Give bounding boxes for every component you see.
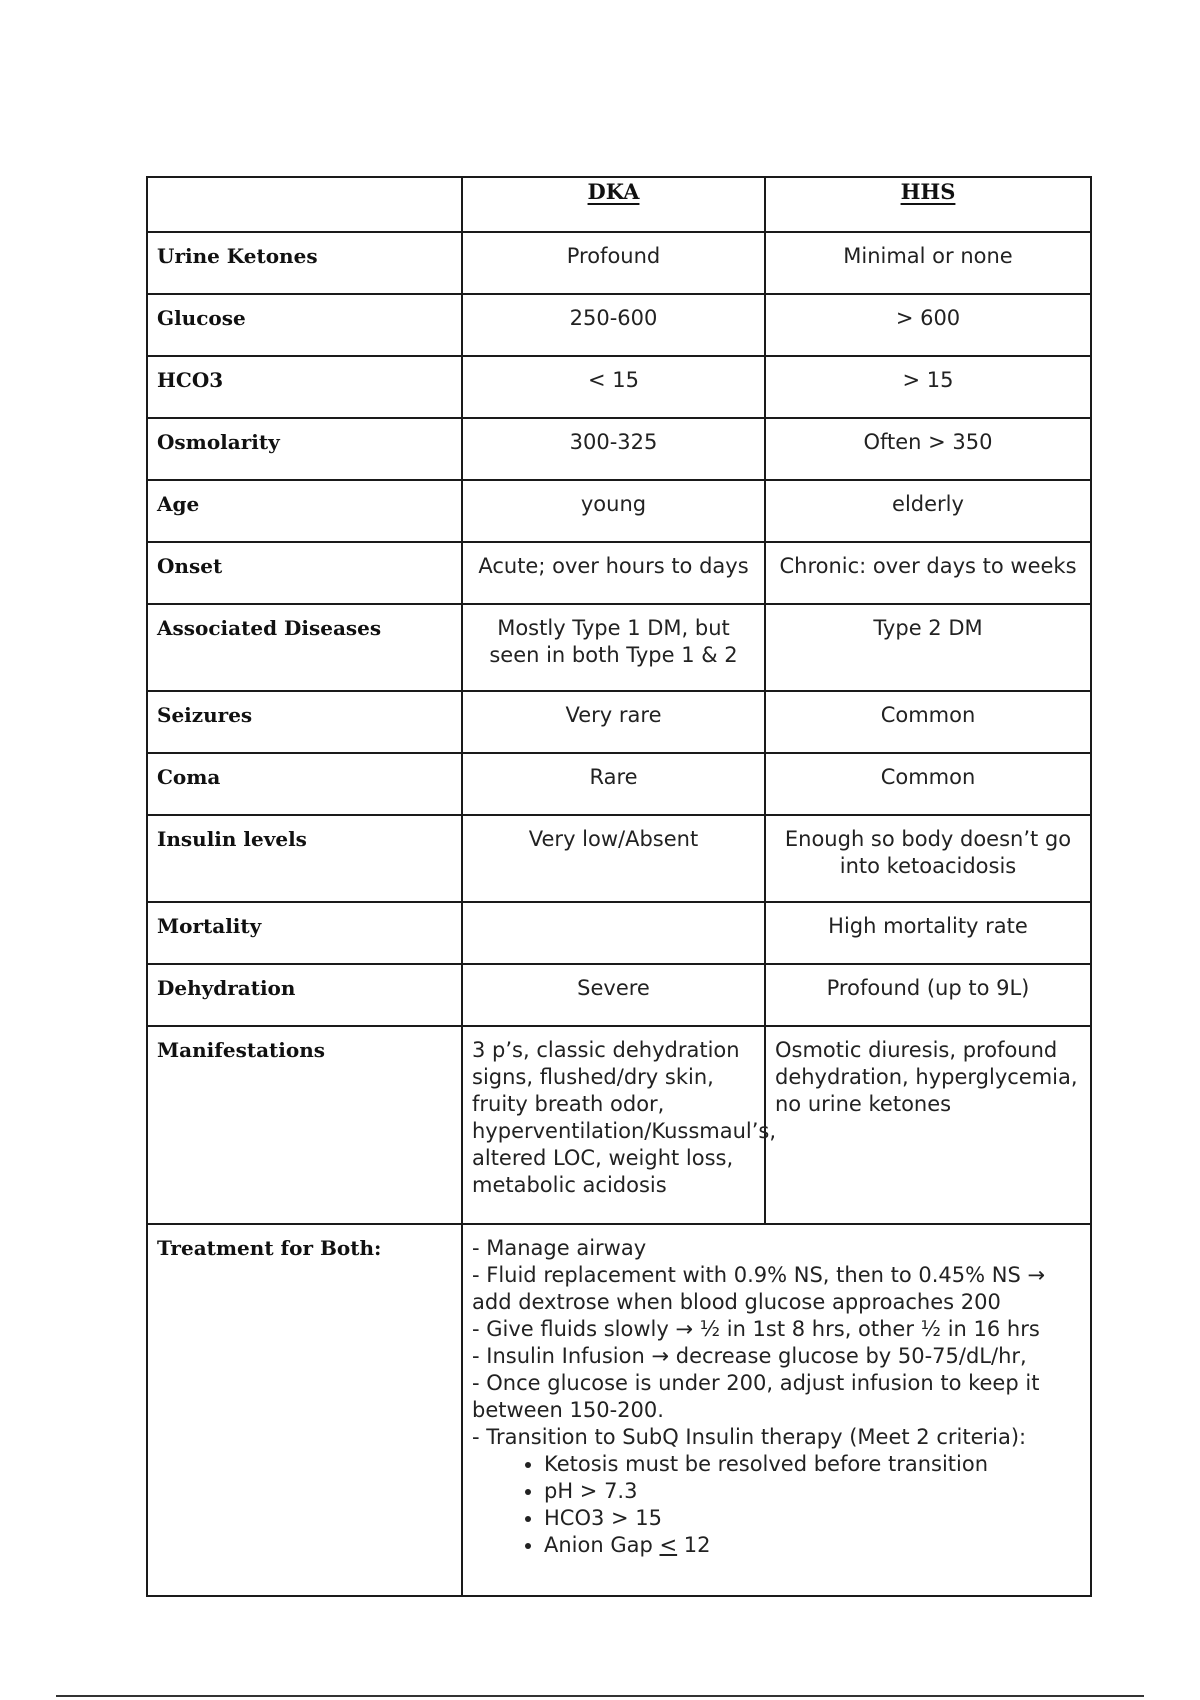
dka-value: 300-325 xyxy=(462,418,765,480)
list-item: • Ketosis must be resolved before transition xyxy=(544,1451,1081,1478)
treatment-label: Treatment for Both: xyxy=(147,1224,462,1596)
hhs-value: elderly xyxy=(765,480,1091,542)
table-header-row xyxy=(147,177,1091,232)
less-equal-symbol: < xyxy=(659,1533,678,1557)
treatment-row xyxy=(147,1224,1091,1596)
dka-value: Acute; over hours to days xyxy=(462,542,765,604)
dka-value: < 15 xyxy=(462,356,765,418)
hhs-value: Enough so body doesn’t go into ketoacidosis xyxy=(765,815,1091,902)
hhs-value: Common xyxy=(765,753,1091,815)
list-item xyxy=(544,1532,1081,1559)
header-corner-cell xyxy=(147,177,462,232)
table-row xyxy=(147,294,1091,356)
hhs-value: High mortality rate xyxy=(765,902,1091,964)
transition-criteria-list xyxy=(472,1451,1081,1559)
row-label: Onset xyxy=(147,542,462,604)
dka-hhs-comparison-table xyxy=(146,176,1092,1597)
dka-value: Mostly Type 1 DM, but seen in both Type 1 & 2 xyxy=(462,604,765,691)
hhs-value: > 15 xyxy=(765,356,1091,418)
table-row xyxy=(147,542,1091,604)
table-row xyxy=(147,691,1091,753)
hhs-value: Profound (up to 9L) xyxy=(765,964,1091,1026)
treatment-content xyxy=(462,1224,1091,1596)
row-label: Glucose xyxy=(147,294,462,356)
row-label: Age xyxy=(147,480,462,542)
anion-gap-value: 12 xyxy=(677,1533,711,1557)
table-row xyxy=(147,902,1091,964)
header-hhs-label: HHS xyxy=(900,179,956,204)
dka-value: Very rare xyxy=(462,691,765,753)
table-row xyxy=(147,1026,1091,1224)
dka-value: young xyxy=(462,480,765,542)
row-label: Manifestations xyxy=(147,1026,462,1224)
dka-value: Very low/Absent xyxy=(462,815,765,902)
table-row xyxy=(147,604,1091,691)
row-label: Dehydration xyxy=(147,964,462,1026)
treatment-line: - Once glucose is under 200, adjust infusion to keep it between 150-200. xyxy=(472,1371,1040,1422)
row-label: Mortality xyxy=(147,902,462,964)
dka-value: Severe xyxy=(462,964,765,1026)
dka-value: 3 p’s, classic dehydration signs, flushed/dry skin, fruity breath odor, hyperventilation/Kussmaul’s, altered LOC, weight loss, metabolic acidosis xyxy=(462,1026,765,1224)
treatment-line: - Manage airway xyxy=(472,1236,647,1260)
header-hhs xyxy=(765,177,1091,232)
row-label: HCO3 xyxy=(147,356,462,418)
treatment-line: - Transition to SubQ Insulin therapy (Meet 2 criteria): xyxy=(472,1425,1027,1449)
list-item: • pH > 7.3 xyxy=(544,1478,1081,1505)
dka-value: 250-600 xyxy=(462,294,765,356)
table-row xyxy=(147,964,1091,1026)
hhs-value: Osmotic diuresis, profound dehydration, hyperglycemia, no urine ketones xyxy=(765,1026,1091,1224)
list-item: • HCO3 > 15 xyxy=(544,1505,1081,1532)
footer-divider xyxy=(56,1695,1144,1697)
hhs-value: > 600 xyxy=(765,294,1091,356)
table-row xyxy=(147,815,1091,902)
table-row xyxy=(147,232,1091,294)
hhs-value: Type 2 DM xyxy=(765,604,1091,691)
row-label: Osmolarity xyxy=(147,418,462,480)
row-label: Associated Diseases xyxy=(147,604,462,691)
treatment-line: - Insulin Infusion → decrease glucose by 50-75/dL/hr, xyxy=(472,1344,1027,1368)
dka-value: Profound xyxy=(462,232,765,294)
anion-gap-prefix: Anion Gap xyxy=(544,1533,660,1557)
dka-value xyxy=(462,902,765,964)
treatment-line: - Fluid replacement with 0.9% NS, then to 0.45% NS → add dextrose when blood glucose approaches 200 xyxy=(472,1263,1046,1314)
table-row xyxy=(147,418,1091,480)
row-label: Insulin levels xyxy=(147,815,462,902)
hhs-value: Common xyxy=(765,691,1091,753)
dka-value: Rare xyxy=(462,753,765,815)
header-dka-label: DKA xyxy=(587,179,640,204)
header-dka xyxy=(462,177,765,232)
row-label: Coma xyxy=(147,753,462,815)
row-label: Seizures xyxy=(147,691,462,753)
table-row xyxy=(147,356,1091,418)
hhs-value: Chronic: over days to weeks xyxy=(765,542,1091,604)
hhs-value: Often > 350 xyxy=(765,418,1091,480)
hhs-value: Minimal or none xyxy=(765,232,1091,294)
treatment-line: - Give fluids slowly → ½ in 1st 8 hrs, other ½ in 16 hrs xyxy=(472,1317,1040,1341)
row-label: Urine Ketones xyxy=(147,232,462,294)
table-row xyxy=(147,753,1091,815)
table-row xyxy=(147,480,1091,542)
